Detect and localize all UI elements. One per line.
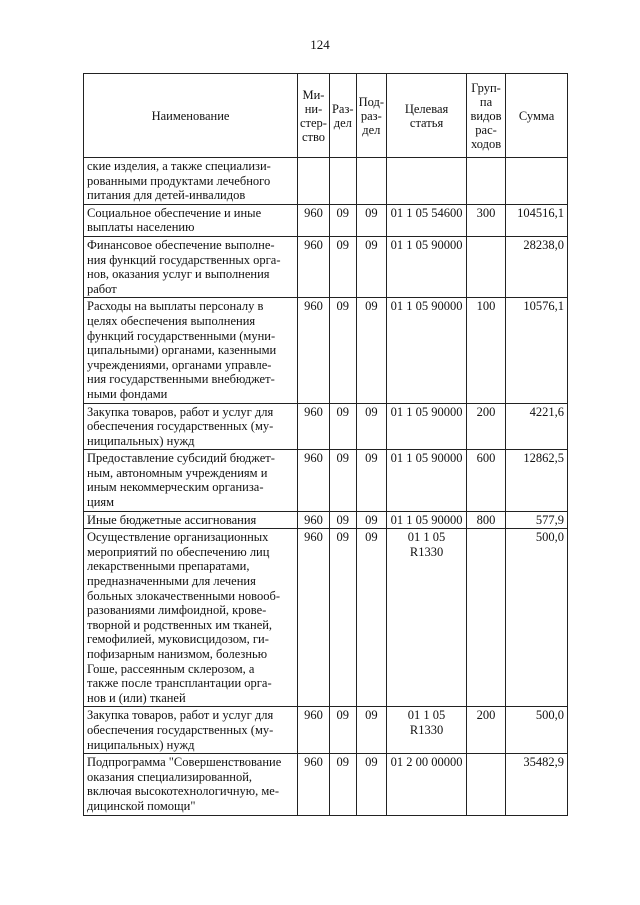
cell-ministry: 960 — [298, 707, 330, 754]
cell-ministry: 960 — [298, 236, 330, 297]
cell-group: 800 — [467, 511, 506, 529]
cell-section: 09 — [329, 450, 356, 511]
cell-subsection: 09 — [356, 511, 386, 529]
cell-name: Подпрограмма "Совершенствование оказания специализированной, включая высокотехнологичную, ме- дицинской помощи" — [84, 754, 298, 815]
cell-section: 09 — [329, 707, 356, 754]
cell-section: 09 — [329, 204, 356, 236]
cell-target — [387, 158, 467, 205]
cell-subsection: 09 — [356, 450, 386, 511]
cell-sum: 28238,0 — [506, 236, 568, 297]
cell-sum: 104516,1 — [506, 204, 568, 236]
budget-table — [83, 73, 568, 816]
header-group: Груп- па видов рас- ходов — [467, 74, 506, 158]
cell-target: 01 1 05 R1330 — [387, 707, 467, 754]
cell-ministry: 960 — [298, 511, 330, 529]
cell-group: 600 — [467, 450, 506, 511]
cell-section: 09 — [329, 298, 356, 403]
cell-group: 200 — [467, 707, 506, 754]
cell-name: Расходы на выплаты персоналу в целях обеспечения выполнения функций государственными (муни- ципальными) органами, казенными учреждениями, органами управле- ния государственными внебюджет- ными фондами — [84, 298, 298, 403]
table-row — [84, 236, 568, 297]
table-row — [84, 298, 568, 403]
table-row — [84, 529, 568, 707]
cell-subsection: 09 — [356, 403, 386, 450]
table-row — [84, 511, 568, 529]
cell-target: 01 1 05 90000 — [387, 511, 467, 529]
cell-group — [467, 236, 506, 297]
cell-subsection: 09 — [356, 298, 386, 403]
cell-target: 01 1 05 90000 — [387, 236, 467, 297]
cell-sum: 577,9 — [506, 511, 568, 529]
cell-group: 300 — [467, 204, 506, 236]
cell-ministry — [298, 158, 330, 205]
cell-target: 01 1 05 90000 — [387, 450, 467, 511]
cell-target: 01 1 05 90000 — [387, 298, 467, 403]
cell-sum: 12862,5 — [506, 450, 568, 511]
cell-target: 01 2 00 00000 — [387, 754, 467, 815]
table-row — [84, 754, 568, 815]
header-target: Целевая статья — [387, 74, 467, 158]
cell-section: 09 — [329, 529, 356, 707]
cell-target: 01 1 05 R1330 — [387, 529, 467, 707]
cell-sum: 500,0 — [506, 707, 568, 754]
cell-name: Закупка товаров, работ и услуг для обеспечения государственных (му- ниципальных) нужд — [84, 707, 298, 754]
cell-section: 09 — [329, 511, 356, 529]
cell-name: Осуществление организационных мероприятий по обеспечению лиц лекарственными препаратами, предназначенными для лечения больных злокачественными новооб- разованиями лимфоидной, крове- творной и родственных им тканей, гемофилией, муковисцидозом, ги- пофизарным нанизмом, болезнью Гоше, рассеянным склерозом, а также после трансплантации орга- нов и (или) тканей — [84, 529, 298, 707]
cell-group — [467, 754, 506, 815]
cell-sum: 500,0 — [506, 529, 568, 707]
cell-name: Финансовое обеспечение выполне- ния функций государственных орга- нов, оказания услуг и выполнения работ — [84, 236, 298, 297]
table-row — [84, 450, 568, 511]
cell-sum: 4221,6 — [506, 403, 568, 450]
cell-ministry: 960 — [298, 529, 330, 707]
table-row — [84, 204, 568, 236]
table-row — [84, 403, 568, 450]
cell-ministry: 960 — [298, 403, 330, 450]
cell-sum: 10576,1 — [506, 298, 568, 403]
table-header-row — [84, 74, 568, 158]
cell-subsection: 09 — [356, 754, 386, 815]
cell-name: ские изделия, а также специализи- рованными продуктами лечебного питания для детей-инвалидов — [84, 158, 298, 205]
cell-section: 09 — [329, 236, 356, 297]
header-sum: Сумма — [506, 74, 568, 158]
cell-ministry: 960 — [298, 298, 330, 403]
cell-subsection: 09 — [356, 204, 386, 236]
table-row — [84, 158, 568, 205]
header-ministry: Ми- ни- стер- ство — [298, 74, 330, 158]
cell-target: 01 1 05 54600 — [387, 204, 467, 236]
cell-target: 01 1 05 90000 — [387, 403, 467, 450]
cell-subsection: 09 — [356, 529, 386, 707]
cell-name: Закупка товаров, работ и услуг для обеспечения государственных (му- ниципальных) нужд — [84, 403, 298, 450]
cell-name: Иные бюджетные ассигнования — [84, 511, 298, 529]
cell-section: 09 — [329, 403, 356, 450]
page-number: 124 — [310, 37, 330, 52]
cell-group: 200 — [467, 403, 506, 450]
cell-sum: 35482,9 — [506, 754, 568, 815]
header-section: Раз- дел — [329, 74, 356, 158]
header-subsection: Под- раз- дел — [356, 74, 386, 158]
cell-sum — [506, 158, 568, 205]
cell-subsection — [356, 158, 386, 205]
cell-section — [329, 158, 356, 205]
cell-name: Предоставление субсидий бюджет- ным, автономным учреждениям и иным некоммерческим организа- циям — [84, 450, 298, 511]
header-name: Наименование — [84, 74, 298, 158]
cell-ministry: 960 — [298, 204, 330, 236]
table-row — [84, 707, 568, 754]
cell-name: Социальное обеспечение и иные выплаты населению — [84, 204, 298, 236]
cell-section: 09 — [329, 754, 356, 815]
cell-group — [467, 529, 506, 707]
cell-ministry: 960 — [298, 450, 330, 511]
cell-group: 100 — [467, 298, 506, 403]
cell-subsection: 09 — [356, 236, 386, 297]
cell-subsection: 09 — [356, 707, 386, 754]
cell-group — [467, 158, 506, 205]
cell-ministry: 960 — [298, 754, 330, 815]
